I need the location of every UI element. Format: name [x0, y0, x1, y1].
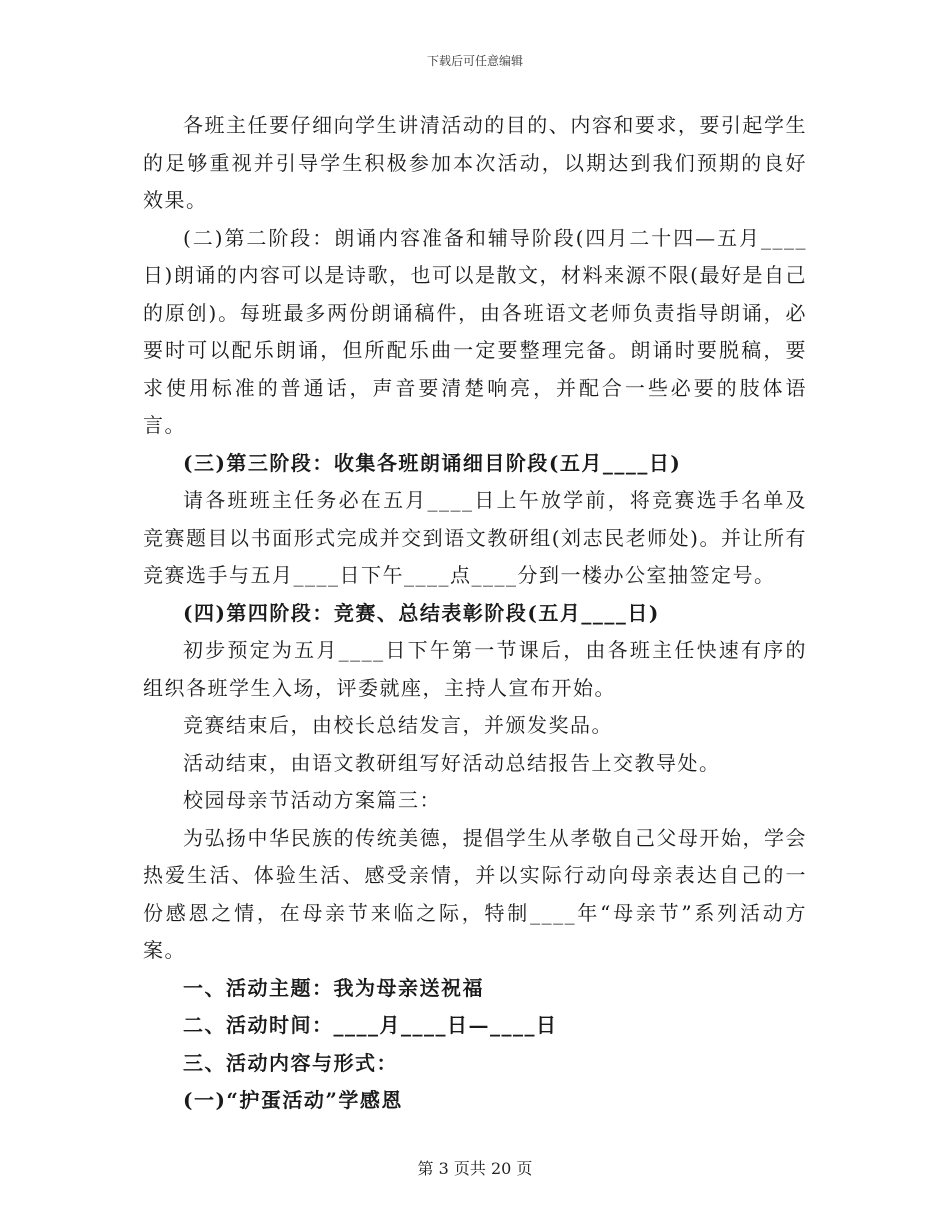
section-heading: 二、活动时间：____月____日—____日	[183, 1013, 558, 1037]
section-heading: 三、活动内容与形式：	[183, 1050, 398, 1075]
body-paragraph: 为弘扬中华民族的传统美德，提倡学生从孝敬自己父母开始，学会热爱生活、体验生活、感受亲情，并以实际行动向母亲表达自己的一份感恩之情，在母亲节来临之际，特制____年“母亲节”系列活动方案。	[143, 825, 807, 962]
page-header: 下载后可任意编辑	[426, 54, 523, 68]
body-paragraph: (二)第二阶段：朗诵内容准备和辅导阶段(四月二十四—五月____日)朗诵的内容可以是诗歌，也可以是散文，材料来源不限(最好是自己的原创)。每班最多两份朗诵稿件，由各班语文老师负责指导朗诵，必要时可以配乐朗诵，但所配乐曲一定要整理完备。朗诵时要脱稿，要求使用标准的普通话，声音要清楚响亮，并配合一些必要的肢体语言。	[143, 225, 807, 437]
page-footer: 第 3 页共 20 页	[417, 1159, 533, 1178]
section-heading: (四)第四阶段：竞赛、总结表彰阶段(五月____日)	[183, 600, 660, 625]
body-paragraph: 活动结束，由语文教研组写好活动总结报告上交教导处。	[183, 750, 721, 775]
body-paragraph: 请各班班主任务必在五月____日上午放学前，将竞赛选手名单及竞赛题目以书面形式完成并交到语文教研组(刘志民老师处)。并让所有竞赛选手与五月____日下午____点____分到一楼办公室抽签定号。	[143, 488, 807, 587]
body-paragraph: 初步预定为五月____日下午第一节课后，由各班主任快速有序的组织各班学生入场，评委就座，主持人宣布开始。	[143, 638, 807, 700]
section-heading: 一、活动主题：我为母亲送祝福	[183, 975, 484, 1000]
document-body	[143, 107, 807, 1120]
body-paragraph: 竞赛结束后，由校长总结发言，并颁发奖品。	[183, 713, 613, 737]
section-heading: (一)“护蛋活动”学感恩	[183, 1088, 403, 1112]
body-paragraph: 各班主任要仔细向学生讲清活动的目的、内容和要求，要引起学生的足够重视并引导学生积极参加本次活动，以期达到我们预期的良好效果。	[143, 113, 807, 212]
body-paragraph: 校园母亲节活动方案篇三：	[183, 788, 441, 812]
section-heading: (三)第三阶段：收集各班朗诵细目阶段(五月____日)	[183, 450, 682, 475]
